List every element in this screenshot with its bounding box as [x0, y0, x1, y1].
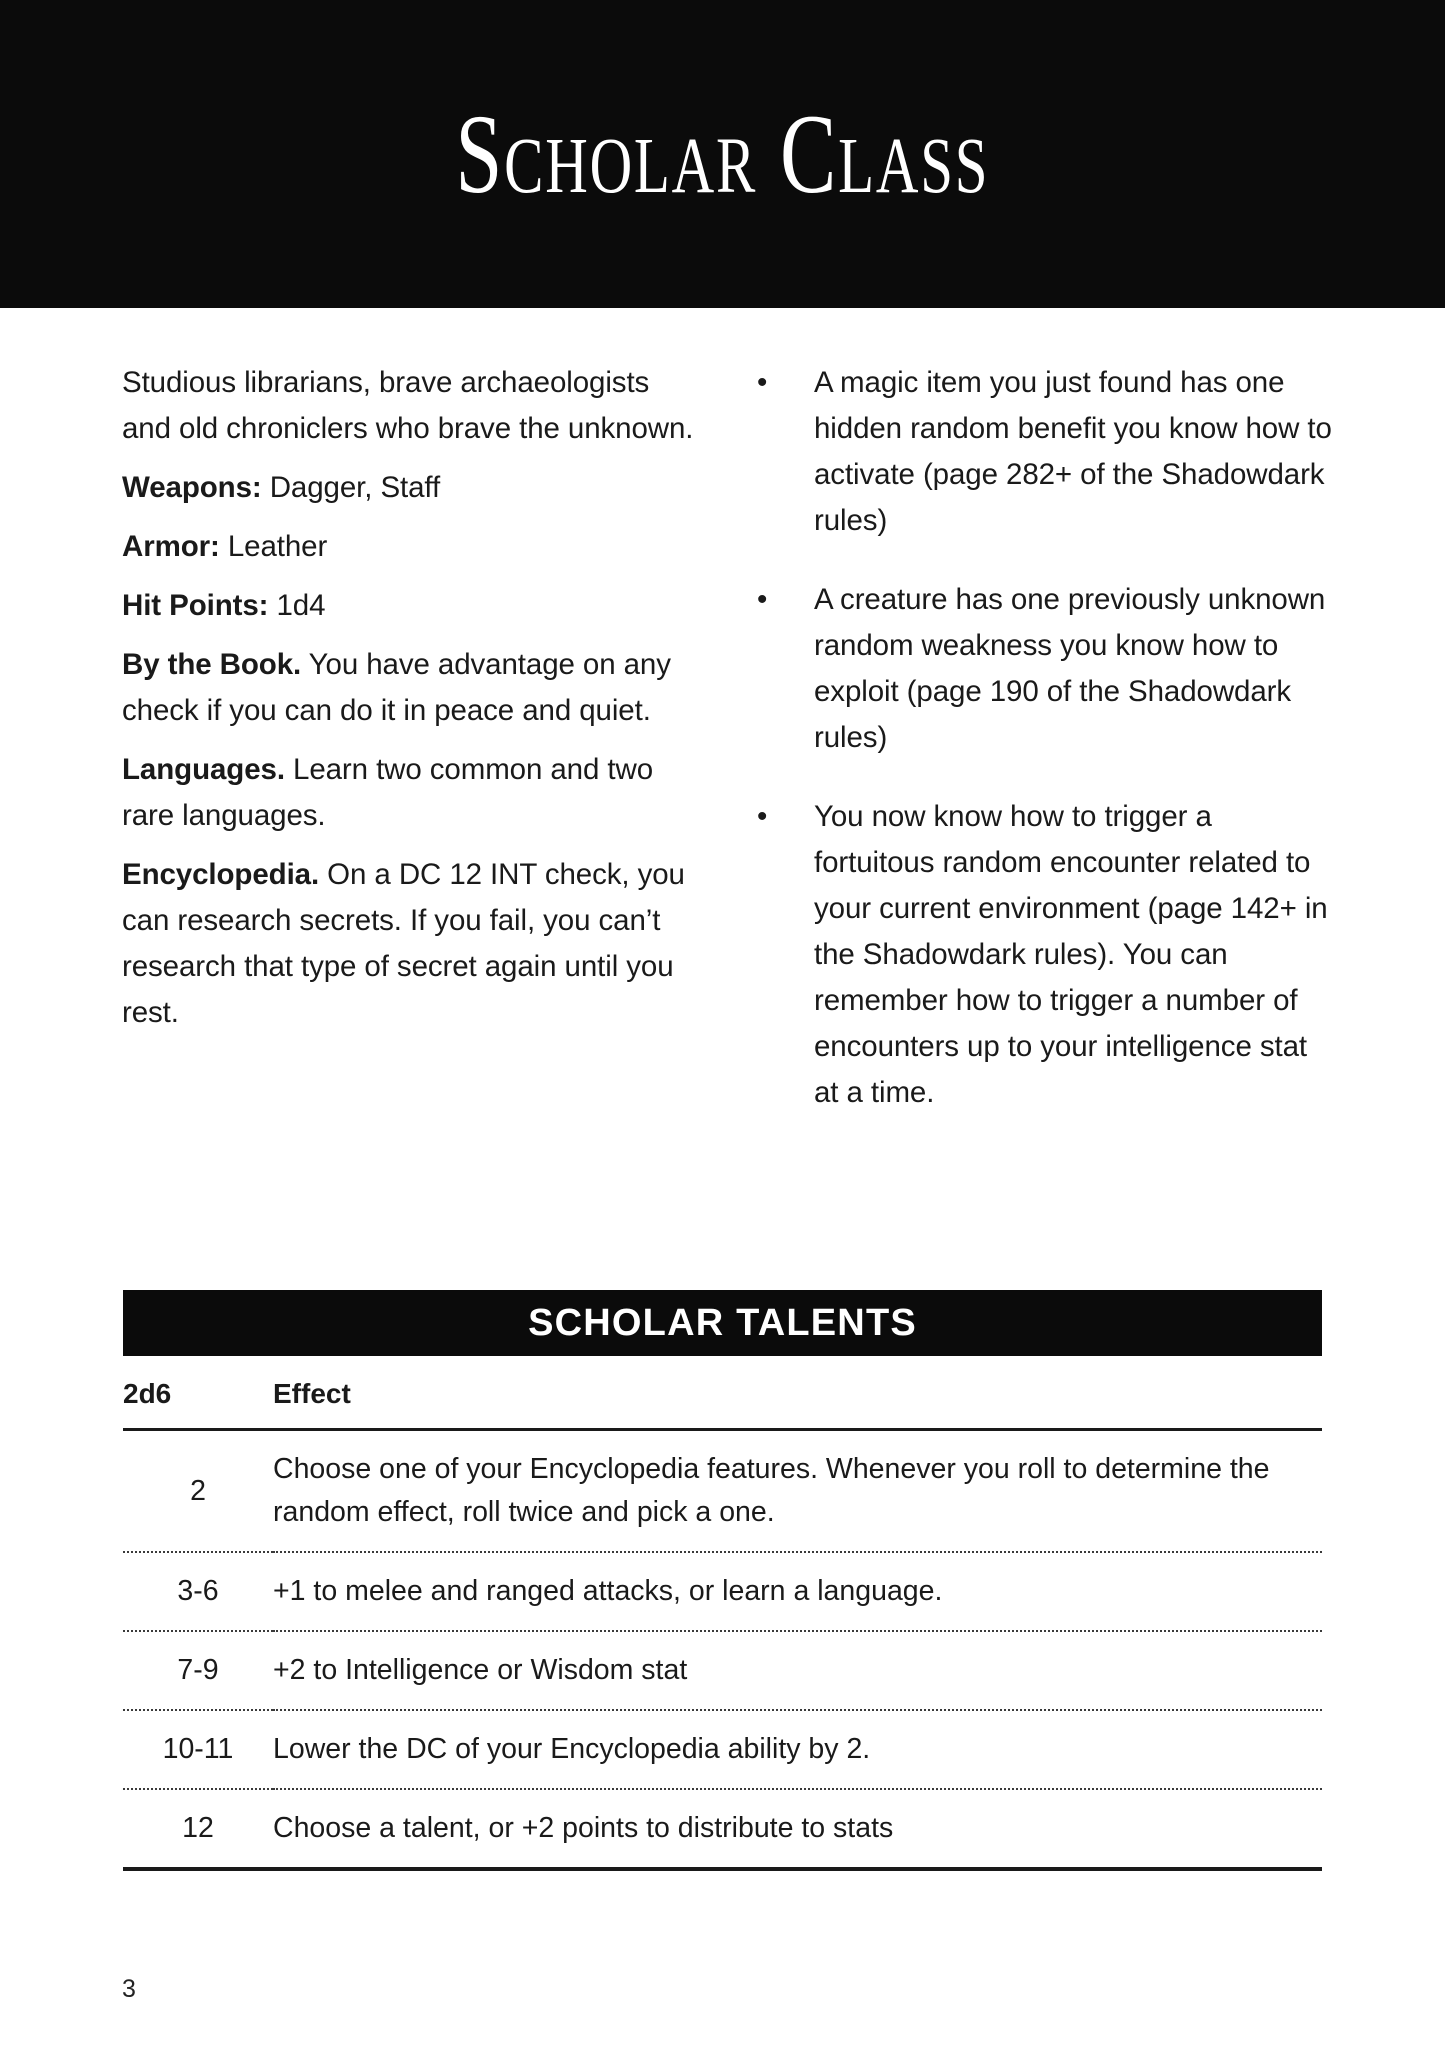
column-header-effect: Effect: [273, 1356, 1322, 1430]
table-cell-effect: Choose a talent, or +2 points to distribute to stats: [273, 1789, 1322, 1869]
table-cell-roll: 2: [123, 1430, 273, 1553]
bullet-text: A magic item you just found has one hidden random benefit you know how to activate (page 282+ of the Shadowdark rules): [814, 366, 1332, 537]
list-item: [752, 577, 1332, 761]
table-cell-effect: +1 to melee and ranged attacks, or learn a language.: [273, 1552, 1322, 1631]
table-cell-roll: 3-6: [123, 1552, 273, 1631]
feature-languages-label: Languages.: [122, 753, 285, 786]
intro-paragraph: Studious librarians, brave archaeologists and old chroniclers who brave the unknown.: [122, 366, 694, 445]
stat-weapons-label: Weapons:: [122, 471, 262, 504]
table-cell-effect: Lower the DC of your Encyclopedia ability by 2.: [273, 1710, 1322, 1789]
table-row: [123, 1631, 1322, 1710]
feature-encyclopedia: [122, 852, 702, 1036]
table-row: [123, 1789, 1322, 1869]
bullet-icon: •: [757, 800, 768, 833]
stat-weapons: [122, 465, 702, 511]
feature-by-the-book: [122, 642, 702, 734]
table-cell-effect: +2 to Intelligence or Wisdom stat: [273, 1631, 1322, 1710]
left-column: [122, 360, 702, 1049]
table-cell-roll: 12: [123, 1789, 273, 1869]
table-cell-roll: 7-9: [123, 1631, 273, 1710]
table-row: [123, 1552, 1322, 1631]
stat-hit-points-label: Hit Points:: [122, 589, 269, 622]
bullet-text: A creature has one previously unknown random weakness you know how to exploit (page 190 of the Shadowdark rules): [814, 583, 1326, 754]
bullet-icon: •: [757, 583, 768, 616]
feature-encyclopedia-value: On a DC 12 INT check, you can research secrets. If you fail, you can’t research that type of secret again until you rest.: [122, 858, 685, 1029]
feature-by-the-book-value: You have advantage on any check if you can do it in peace and quiet.: [122, 648, 671, 727]
feature-languages: [122, 747, 702, 839]
right-column: [752, 360, 1332, 1149]
feature-by-the-book-label: By the Book.: [122, 648, 302, 681]
table-row: [123, 1430, 1322, 1553]
page-number: 3: [122, 1975, 136, 2003]
stat-hit-points-value: 1d4: [268, 589, 326, 622]
bullet-icon: •: [757, 366, 768, 399]
stat-armor: [122, 524, 702, 570]
stat-hit-points: [122, 583, 702, 629]
list-item: [752, 360, 1332, 544]
title-banner: [0, 0, 1445, 308]
talents-table-title: SCHOLAR TALENTS: [528, 1301, 917, 1344]
stat-weapons-value: Dagger, Staff: [261, 471, 441, 504]
body-content: [0, 308, 1445, 1288]
column-header-roll: 2d6: [123, 1356, 273, 1430]
table-header-row: [123, 1356, 1322, 1430]
talents-table-grid: [123, 1356, 1322, 1871]
list-item: [752, 794, 1332, 1116]
talents-table-header-bar: [123, 1290, 1322, 1356]
table-cell-effect: Choose one of your Encyclopedia features. Whenever you roll to determine the random effect, roll twice and pick a one.: [273, 1430, 1322, 1553]
feature-encyclopedia-label: Encyclopedia.: [122, 858, 320, 891]
page-title: Scholar Class: [455, 90, 990, 217]
stat-armor-value: Leather: [219, 530, 328, 563]
feature-languages-value: Learn two common and two rare languages.: [122, 753, 654, 832]
scholar-talents-table: [123, 1290, 1322, 1871]
stat-armor-label: Armor:: [122, 530, 220, 563]
table-row: [123, 1710, 1322, 1789]
table-cell-roll: 10-11: [123, 1710, 273, 1789]
bullet-text: You now know how to trigger a fortuitous random encounter related to your current environment (page 142+ in the Shadowdark rules). You can remember how to trigger a number of encounters up to your intelligence stat at a time.: [814, 800, 1328, 1109]
